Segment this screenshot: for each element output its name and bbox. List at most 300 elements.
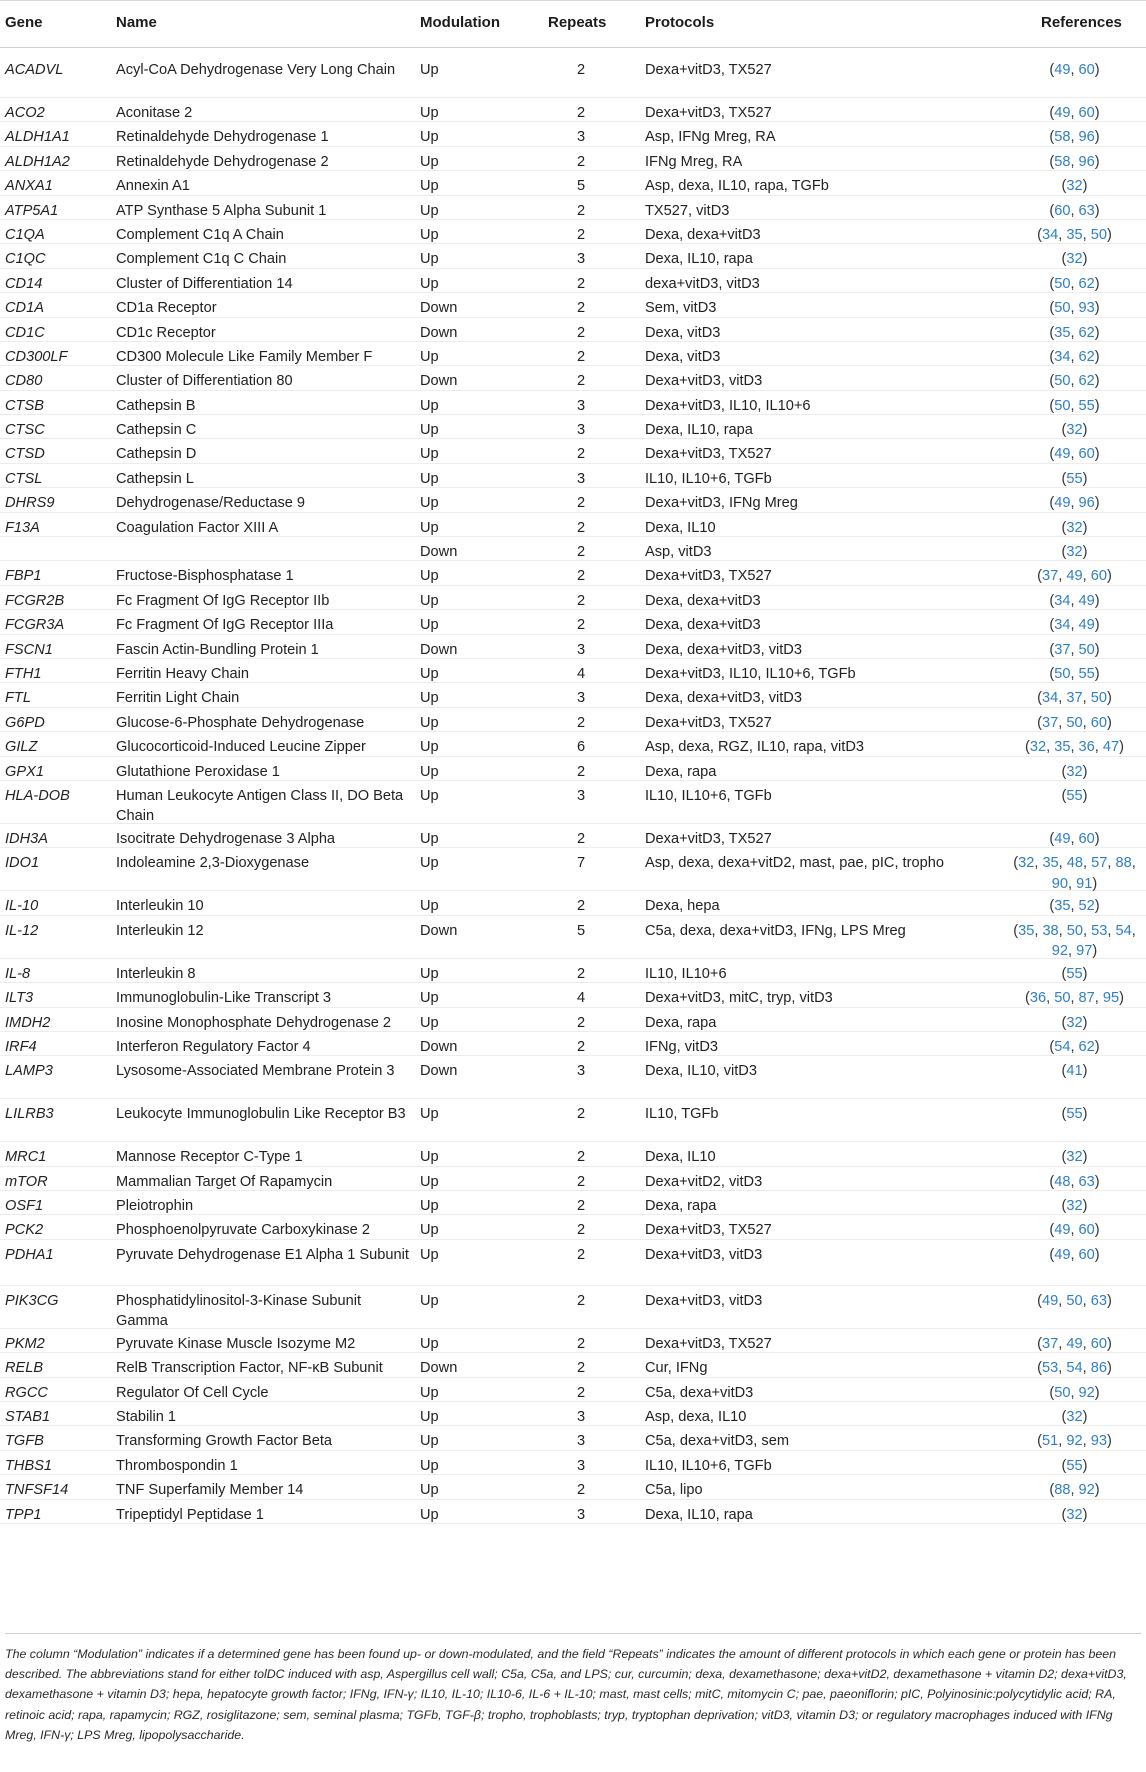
protocols-value: Asp, IFNg Mreg, RA bbox=[645, 129, 776, 146]
modulation-value: Up bbox=[420, 830, 439, 847]
gene-symbol: RGCC bbox=[5, 1384, 48, 1401]
gene-symbol: CD1A bbox=[5, 300, 44, 317]
table-row bbox=[0, 1378, 1146, 1402]
gene-symbol: CTSC bbox=[5, 422, 45, 439]
reference-link[interactable]: 49 bbox=[1054, 495, 1071, 512]
modulation-value: Up bbox=[420, 1246, 439, 1263]
reference-link[interactable]: 49 bbox=[1078, 592, 1095, 609]
gene-symbol: FTH1 bbox=[5, 665, 42, 682]
protocols-value: Cur, IFNg bbox=[645, 1360, 708, 1377]
reference-link[interactable]: 60 bbox=[1078, 62, 1095, 78]
reference-link[interactable]: 37 bbox=[1042, 568, 1059, 585]
references-cell: (55) bbox=[1061, 965, 1088, 982]
reference-link[interactable]: 96 bbox=[1078, 129, 1095, 146]
gene-symbol: C1QA bbox=[5, 226, 45, 243]
table-row bbox=[0, 732, 1146, 756]
reference-link[interactable]: 49 bbox=[1054, 1246, 1071, 1263]
references-cell: (32) bbox=[1061, 1409, 1088, 1426]
reference-link[interactable]: 62 bbox=[1078, 348, 1095, 365]
repeats-value: 4 bbox=[576, 665, 586, 682]
gene-name: Aconitase 2 bbox=[116, 105, 193, 121]
gene-symbol: ALDH1A2 bbox=[5, 153, 70, 170]
modulation-value: Up bbox=[420, 129, 439, 146]
reference-link[interactable]: 90 bbox=[1051, 875, 1068, 892]
gene-symbol: PCK2 bbox=[5, 1222, 44, 1239]
references-cell: (41) bbox=[1061, 1063, 1088, 1080]
reference-link[interactable]: 87 bbox=[1078, 990, 1095, 1007]
reference-link[interactable]: 50 bbox=[1054, 300, 1071, 317]
gene-symbol: ATP5A1 bbox=[5, 202, 59, 219]
protocols-value: dexa+vitD3, vitD3 bbox=[645, 275, 760, 292]
reference-link[interactable]: 49 bbox=[1054, 446, 1071, 463]
gene-name: TNF Superfamily Member 14 bbox=[116, 1482, 304, 1499]
gene-symbol: FSCN1 bbox=[5, 641, 53, 658]
references-cell: (32) bbox=[1061, 1149, 1088, 1166]
modulation-value: Up bbox=[420, 739, 439, 756]
reference-link[interactable]: 92 bbox=[1066, 1433, 1083, 1450]
reference-link[interactable]: 92 bbox=[1078, 1384, 1095, 1401]
reference-link[interactable]: 50 bbox=[1066, 922, 1084, 939]
reference-link[interactable]: 49 bbox=[1054, 830, 1071, 847]
reference-link[interactable]: 54 bbox=[1066, 1360, 1083, 1377]
repeats-value: 2 bbox=[576, 495, 586, 512]
protocols-value: Dexa, hepa bbox=[645, 898, 720, 915]
reference-link[interactable]: 34 bbox=[1042, 690, 1059, 707]
modulation-value: Up bbox=[420, 1433, 439, 1450]
reference-link[interactable]: 96 bbox=[1078, 495, 1095, 512]
gene-name: Pyruvate Kinase Muscle Isozyme M2 bbox=[116, 1335, 356, 1352]
protocols-value: Asp, vitD3 bbox=[645, 544, 712, 561]
reference-link[interactable]: 60 bbox=[1078, 1222, 1095, 1239]
references-cell: (32) bbox=[1061, 251, 1088, 268]
modulation-value: Up bbox=[420, 714, 439, 731]
repeats-value: 2 bbox=[576, 1222, 586, 1239]
reference-link[interactable]: 48 bbox=[1066, 855, 1084, 872]
modulation-value: Up bbox=[420, 990, 439, 1007]
repeats-value: 3 bbox=[576, 690, 586, 707]
reference-link[interactable]: 55 bbox=[1078, 397, 1095, 414]
protocols-value: Dexa, rapa bbox=[645, 763, 717, 780]
references-cell: (48, 63) bbox=[1049, 1173, 1100, 1190]
repeats-value: 7 bbox=[576, 855, 586, 872]
gene-symbol: C1QC bbox=[5, 251, 46, 268]
modulation-value: Up bbox=[420, 665, 439, 682]
reference-link[interactable]: 35 bbox=[1054, 324, 1071, 341]
reference-link[interactable]: 88 bbox=[1054, 1482, 1071, 1499]
table-row bbox=[0, 1215, 1146, 1239]
gene-symbol: G6PD bbox=[5, 714, 45, 731]
reference-link[interactable]: 32 bbox=[1066, 1149, 1083, 1166]
protocols-value: IL10, IL10+6 bbox=[645, 965, 727, 982]
reference-link[interactable]: 60 bbox=[1078, 446, 1095, 463]
reference-link[interactable]: 35 bbox=[1054, 898, 1071, 915]
reference-link[interactable]: 63 bbox=[1090, 1292, 1107, 1309]
reference-link[interactable]: 49 bbox=[1066, 568, 1083, 585]
references-cell: (55) bbox=[1061, 787, 1088, 804]
gene-symbol: OSF1 bbox=[5, 1198, 44, 1215]
gene-name: Annexin A1 bbox=[116, 178, 190, 195]
reference-link[interactable]: 93 bbox=[1090, 1433, 1107, 1450]
protocols-value: Dexa, IL10 bbox=[645, 519, 716, 536]
reference-link[interactable]: 97 bbox=[1076, 943, 1093, 960]
table-row bbox=[0, 147, 1146, 171]
references-cell: (50, 55) bbox=[1049, 397, 1100, 414]
reference-link[interactable]: 49 bbox=[1066, 1335, 1083, 1352]
table-row bbox=[0, 1167, 1146, 1191]
modulation-value: Up bbox=[420, 1409, 439, 1426]
reference-link[interactable]: 53 bbox=[1091, 922, 1108, 939]
protocols-value: IL10, IL10+6, TGFb bbox=[645, 470, 772, 487]
reference-link[interactable]: 62 bbox=[1078, 1038, 1095, 1055]
repeats-value: 2 bbox=[576, 544, 586, 561]
table-row bbox=[0, 1402, 1146, 1426]
gene-symbol: mTOR bbox=[5, 1173, 48, 1190]
reference-link[interactable]: 48 bbox=[1054, 1173, 1071, 1190]
gene-symbol: ACO2 bbox=[5, 105, 45, 121]
references-cell: (50, 93) bbox=[1049, 300, 1100, 317]
reference-link[interactable]: 32 bbox=[1066, 1014, 1083, 1031]
repeats-value: 3 bbox=[576, 641, 586, 658]
reference-link[interactable]: 37 bbox=[1054, 641, 1071, 658]
modulation-value: Down bbox=[420, 373, 458, 390]
reference-link[interactable]: 92 bbox=[1078, 1482, 1095, 1499]
gene-name: Acyl-CoA Dehydrogenase Very Long Chain bbox=[116, 62, 396, 78]
gene-symbol: GPX1 bbox=[5, 763, 44, 780]
reference-link[interactable]: 93 bbox=[1078, 300, 1095, 317]
reference-link[interactable]: 50 bbox=[1090, 690, 1107, 707]
protocols-value: Dexa, vitD3 bbox=[645, 348, 721, 365]
repeats-value: 2 bbox=[576, 519, 586, 536]
table-row bbox=[0, 1426, 1146, 1450]
table-row bbox=[0, 366, 1146, 390]
repeats-value: 2 bbox=[576, 226, 586, 243]
references-cell: (32) bbox=[1061, 1506, 1088, 1523]
modulation-value: Up bbox=[420, 62, 439, 78]
reference-link[interactable]: 35 bbox=[1066, 226, 1083, 243]
table-row bbox=[0, 635, 1146, 659]
table-row bbox=[0, 1032, 1146, 1056]
reference-link[interactable]: 86 bbox=[1090, 1360, 1107, 1377]
modulation-value: Up bbox=[420, 1457, 439, 1474]
reference-link[interactable]: 91 bbox=[1076, 875, 1093, 892]
protocols-value: Asp, dexa, IL10 bbox=[645, 1409, 747, 1426]
reference-link[interactable]: 92 bbox=[1051, 943, 1068, 960]
repeats-value: 5 bbox=[576, 178, 586, 195]
protocols-value: Dexa, rapa bbox=[645, 1198, 717, 1215]
repeats-value: 2 bbox=[576, 373, 586, 390]
reference-link[interactable]: 32 bbox=[1066, 178, 1083, 195]
repeats-value: 2 bbox=[576, 965, 586, 982]
gene-name: Glucose-6-Phosphate Dehydrogenase bbox=[116, 714, 365, 731]
reference-link[interactable]: 49 bbox=[1054, 62, 1071, 78]
table-row bbox=[0, 98, 1146, 122]
gene-symbol: MRC1 bbox=[5, 1149, 47, 1166]
gene-name: Mannose Receptor C-Type 1 bbox=[116, 1149, 303, 1166]
gene-name: Human Leukocyte Antigen Class II, DO Beta Chain bbox=[116, 787, 404, 825]
reference-link[interactable]: 55 bbox=[1078, 665, 1095, 682]
reference-link[interactable]: 55 bbox=[1066, 1106, 1083, 1123]
references-cell: (34, 62) bbox=[1049, 348, 1100, 365]
reference-link[interactable]: 34 bbox=[1054, 617, 1071, 634]
repeats-value: 4 bbox=[576, 990, 586, 1007]
gene-symbol: ANXA1 bbox=[5, 178, 53, 195]
table-row bbox=[0, 1240, 1146, 1286]
table-body bbox=[0, 48, 1146, 1524]
gene-name: Ferritin Light Chain bbox=[116, 690, 240, 707]
protocols-value: Dexa+vitD3, IL10, IL10+6 bbox=[645, 397, 811, 414]
reference-link[interactable]: 32 bbox=[1066, 1506, 1083, 1523]
reference-link[interactable]: 32 bbox=[1066, 1409, 1083, 1426]
protocols-value: Asp, dexa, RGZ, IL10, rapa, vitD3 bbox=[645, 739, 865, 756]
protocols-value: Dexa, dexa+vitD3 bbox=[645, 226, 761, 243]
modulation-value: Up bbox=[420, 495, 439, 512]
reference-link[interactable]: 35 bbox=[1042, 855, 1059, 872]
reference-link[interactable]: 49 bbox=[1042, 1292, 1059, 1309]
gene-name: Indoleamine 2,3-Dioxygenase bbox=[116, 855, 310, 872]
table-row bbox=[0, 561, 1146, 585]
reference-link[interactable]: 63 bbox=[1078, 1173, 1095, 1190]
references-cell: (51, 92, 93) bbox=[1037, 1433, 1112, 1450]
reference-link[interactable]: 60 bbox=[1090, 714, 1107, 731]
modulation-value: Up bbox=[420, 105, 439, 121]
reference-link[interactable]: 50 bbox=[1066, 714, 1083, 731]
repeats-value: 2 bbox=[576, 1246, 586, 1263]
table-row bbox=[0, 513, 1146, 537]
gene-name: Cathepsin L bbox=[116, 470, 194, 487]
gene-name: Phosphoenolpyruvate Carboxykinase 2 bbox=[116, 1222, 370, 1239]
repeats-value: 2 bbox=[576, 275, 586, 292]
table-row bbox=[0, 983, 1146, 1007]
gene-symbol: IMDH2 bbox=[5, 1014, 51, 1031]
reference-link[interactable]: 62 bbox=[1078, 324, 1095, 341]
table-row bbox=[0, 342, 1146, 366]
references-cell: (49, 60) bbox=[1049, 105, 1100, 121]
references-cell: (49, 60) bbox=[1049, 446, 1100, 463]
modulation-value: Down bbox=[420, 1038, 458, 1055]
gene-name: Cluster of Differentiation 80 bbox=[116, 373, 293, 390]
reference-link[interactable]: 50 bbox=[1054, 665, 1071, 682]
references-cell: (88, 92) bbox=[1049, 1482, 1100, 1499]
reference-link[interactable]: 50 bbox=[1054, 373, 1071, 390]
protocols-value: Dexa+vitD3, TX527 bbox=[645, 105, 772, 121]
gene-symbol: FBP1 bbox=[5, 568, 42, 585]
reference-link[interactable]: 96 bbox=[1078, 153, 1095, 170]
repeats-value: 2 bbox=[576, 1482, 586, 1499]
protocols-value: C5a, dexa, dexa+vitD3, IFNg, LPS Mreg bbox=[645, 922, 906, 939]
gene-symbol: IL-10 bbox=[5, 898, 39, 915]
modulation-value: Up bbox=[420, 1198, 439, 1215]
reference-link[interactable]: 88 bbox=[1115, 855, 1132, 872]
reference-link[interactable]: 47 bbox=[1102, 739, 1120, 756]
reference-link[interactable]: 60 bbox=[1054, 202, 1071, 219]
reference-link[interactable]: 60 bbox=[1078, 105, 1095, 121]
table-row bbox=[0, 415, 1146, 439]
reference-link[interactable]: 50 bbox=[1090, 226, 1107, 243]
gene-name: Regulator Of Cell Cycle bbox=[116, 1384, 269, 1401]
reference-link[interactable]: 50 bbox=[1066, 1292, 1083, 1309]
table-row bbox=[0, 220, 1146, 244]
modulation-value: Up bbox=[420, 898, 439, 915]
gene-symbol: IL-8 bbox=[5, 965, 31, 982]
modulation-value: Up bbox=[420, 1106, 439, 1123]
table-row bbox=[0, 196, 1146, 220]
reference-link[interactable]: 50 bbox=[1054, 397, 1071, 414]
repeats-value: 2 bbox=[576, 1198, 586, 1215]
table-row bbox=[0, 916, 1146, 959]
repeats-value: 2 bbox=[576, 1292, 586, 1309]
reference-link[interactable]: 32 bbox=[1029, 739, 1047, 756]
repeats-value: 3 bbox=[576, 251, 586, 268]
reference-link[interactable]: 63 bbox=[1078, 202, 1095, 219]
references-cell: (32, 35, 36, 47) bbox=[1024, 739, 1124, 756]
reference-link[interactable]: 60 bbox=[1090, 1335, 1107, 1352]
references-cell: (53, 54, 86) bbox=[1037, 1360, 1112, 1377]
protocols-value: Dexa+vitD3, vitD3 bbox=[645, 373, 763, 390]
reference-link[interactable]: 32 bbox=[1066, 251, 1083, 268]
gene-symbol: CTSL bbox=[5, 470, 43, 487]
references-cell: (49, 60) bbox=[1049, 830, 1100, 847]
reference-link[interactable]: 51 bbox=[1042, 1433, 1059, 1450]
references-cell: (35, 62) bbox=[1049, 324, 1100, 341]
repeats-value: 2 bbox=[576, 202, 586, 219]
reference-link[interactable]: 41 bbox=[1066, 1063, 1083, 1080]
references-cell: (49, 60) bbox=[1049, 1222, 1100, 1239]
gene-symbol: FTL bbox=[5, 690, 31, 707]
reference-link[interactable]: 32 bbox=[1066, 422, 1083, 439]
reference-link[interactable]: 32 bbox=[1066, 763, 1083, 780]
gene-symbol: IRF4 bbox=[5, 1038, 37, 1055]
reference-link[interactable]: 52 bbox=[1078, 898, 1095, 915]
protocols-value: Dexa, rapa bbox=[645, 1014, 717, 1031]
reference-link[interactable]: 32 bbox=[1066, 1198, 1083, 1215]
reference-link[interactable]: 55 bbox=[1066, 470, 1083, 487]
protocols-value: Dexa+vitD3, TX527 bbox=[645, 1222, 772, 1239]
reference-link[interactable]: 35 bbox=[1054, 739, 1071, 756]
gene-name: Cathepsin B bbox=[116, 397, 196, 414]
protocols-value: Dexa, dexa+vitD3 bbox=[645, 617, 761, 634]
reference-link[interactable]: 38 bbox=[1042, 922, 1059, 939]
reference-link[interactable]: 54 bbox=[1054, 1038, 1071, 1055]
table-row bbox=[0, 1451, 1146, 1475]
table-row bbox=[0, 464, 1146, 488]
references-cell: (32) bbox=[1061, 1014, 1088, 1031]
table-row bbox=[0, 1353, 1146, 1377]
gene-name: Fascin Actin-Bundling Protein 1 bbox=[116, 641, 319, 658]
reference-link[interactable]: 32 bbox=[1018, 855, 1035, 872]
protocols-value: TX527, vitD3 bbox=[645, 202, 730, 219]
repeats-value: 2 bbox=[576, 714, 586, 731]
reference-link[interactable]: 32 bbox=[1066, 544, 1083, 561]
table-row bbox=[0, 659, 1146, 683]
reference-link[interactable]: 95 bbox=[1102, 990, 1120, 1007]
reference-link[interactable]: 55 bbox=[1066, 1457, 1083, 1474]
protocols-value: IFNg Mreg, RA bbox=[645, 153, 743, 170]
reference-link[interactable]: 57 bbox=[1091, 855, 1108, 872]
gene-name: Interleukin 8 bbox=[116, 965, 196, 982]
modulation-value: Up bbox=[420, 519, 439, 536]
references-cell: (32) bbox=[1061, 519, 1088, 536]
reference-link[interactable]: 55 bbox=[1066, 787, 1083, 804]
reference-link[interactable]: 37 bbox=[1042, 1335, 1059, 1352]
references-cell: (32) bbox=[1061, 178, 1088, 195]
references-cell: (50, 55) bbox=[1049, 665, 1100, 682]
protocols-value: Sem, vitD3 bbox=[645, 300, 717, 317]
reference-link[interactable]: 50 bbox=[1054, 990, 1071, 1007]
reference-link[interactable]: 36 bbox=[1078, 739, 1095, 756]
table-row bbox=[0, 1500, 1146, 1524]
reference-link[interactable]: 50 bbox=[1054, 275, 1071, 292]
reference-link[interactable]: 34 bbox=[1042, 226, 1059, 243]
modulation-value: Down bbox=[420, 922, 458, 939]
protocols-value: Dexa, dexa+vitD3 bbox=[645, 592, 761, 609]
protocols-value: Dexa+vitD3, TX527 bbox=[645, 62, 772, 78]
reference-link[interactable]: 60 bbox=[1078, 1246, 1095, 1263]
gene-symbol: CD1C bbox=[5, 324, 45, 341]
table-row bbox=[0, 586, 1146, 610]
references-cell: (49, 50, 63) bbox=[1037, 1292, 1112, 1309]
repeats-value: 2 bbox=[576, 898, 586, 915]
references-cell: (32) bbox=[1061, 1198, 1088, 1215]
repeats-value: 2 bbox=[576, 1106, 586, 1123]
reference-link[interactable]: 54 bbox=[1115, 922, 1132, 939]
reference-link[interactable]: 60 bbox=[1090, 568, 1107, 585]
gene-name: Fructose-Bisphosphatase 1 bbox=[116, 568, 294, 585]
reference-link[interactable]: 37 bbox=[1042, 714, 1059, 731]
protocols-value: IL10, TGFb bbox=[645, 1106, 719, 1123]
reference-link[interactable]: 49 bbox=[1054, 105, 1071, 121]
reference-link[interactable]: 62 bbox=[1078, 275, 1095, 292]
modulation-value: Up bbox=[420, 178, 439, 195]
gene-symbol: THBS1 bbox=[5, 1457, 53, 1474]
reference-link[interactable]: 50 bbox=[1078, 641, 1095, 658]
repeats-value: 2 bbox=[576, 1149, 586, 1166]
references-cell: (32, 35, 48, 57, 88, 90, 91) bbox=[1013, 855, 1136, 892]
reference-link[interactable]: 58 bbox=[1054, 129, 1071, 146]
references-cell: (37, 50) bbox=[1049, 641, 1100, 658]
reference-link[interactable]: 49 bbox=[1078, 617, 1095, 634]
repeats-value: 2 bbox=[576, 348, 586, 365]
reference-link[interactable]: 60 bbox=[1078, 830, 1095, 847]
reference-link[interactable]: 58 bbox=[1054, 153, 1071, 170]
reference-link[interactable]: 36 bbox=[1029, 990, 1047, 1007]
reference-link[interactable]: 50 bbox=[1054, 1384, 1071, 1401]
reference-link[interactable]: 49 bbox=[1054, 1222, 1071, 1239]
reference-link[interactable]: 62 bbox=[1078, 373, 1095, 390]
reference-link[interactable]: 37 bbox=[1066, 690, 1083, 707]
reference-link[interactable]: 32 bbox=[1066, 519, 1083, 536]
reference-link[interactable]: 53 bbox=[1042, 1360, 1059, 1377]
gene-name: Transforming Growth Factor Beta bbox=[116, 1433, 333, 1450]
repeats-value: 2 bbox=[576, 617, 586, 634]
gene-symbol: ACADVL bbox=[5, 62, 64, 78]
protocols-value: Dexa+vitD3, TX527 bbox=[645, 1335, 772, 1352]
protocols-value: Dexa+vitD3, TX527 bbox=[645, 446, 772, 463]
references-cell: (34, 37, 50) bbox=[1037, 690, 1112, 707]
reference-link[interactable]: 35 bbox=[1018, 922, 1035, 939]
reference-link[interactable]: 34 bbox=[1054, 348, 1071, 365]
protocols-value: Dexa, IL10, vitD3 bbox=[645, 1063, 757, 1080]
modulation-value: Up bbox=[420, 690, 439, 707]
reference-link[interactable]: 55 bbox=[1066, 965, 1083, 982]
header-gene: Gene bbox=[5, 14, 43, 31]
protocols-value: IFNg, vitD3 bbox=[645, 1038, 718, 1055]
modulation-value: Up bbox=[420, 348, 439, 365]
references-cell: (32) bbox=[1061, 422, 1088, 439]
reference-link[interactable]: 34 bbox=[1054, 592, 1071, 609]
gene-symbol: IDO1 bbox=[5, 855, 40, 872]
protocols-value: IL10, IL10+6, TGFb bbox=[645, 787, 772, 804]
table-row bbox=[0, 269, 1146, 293]
